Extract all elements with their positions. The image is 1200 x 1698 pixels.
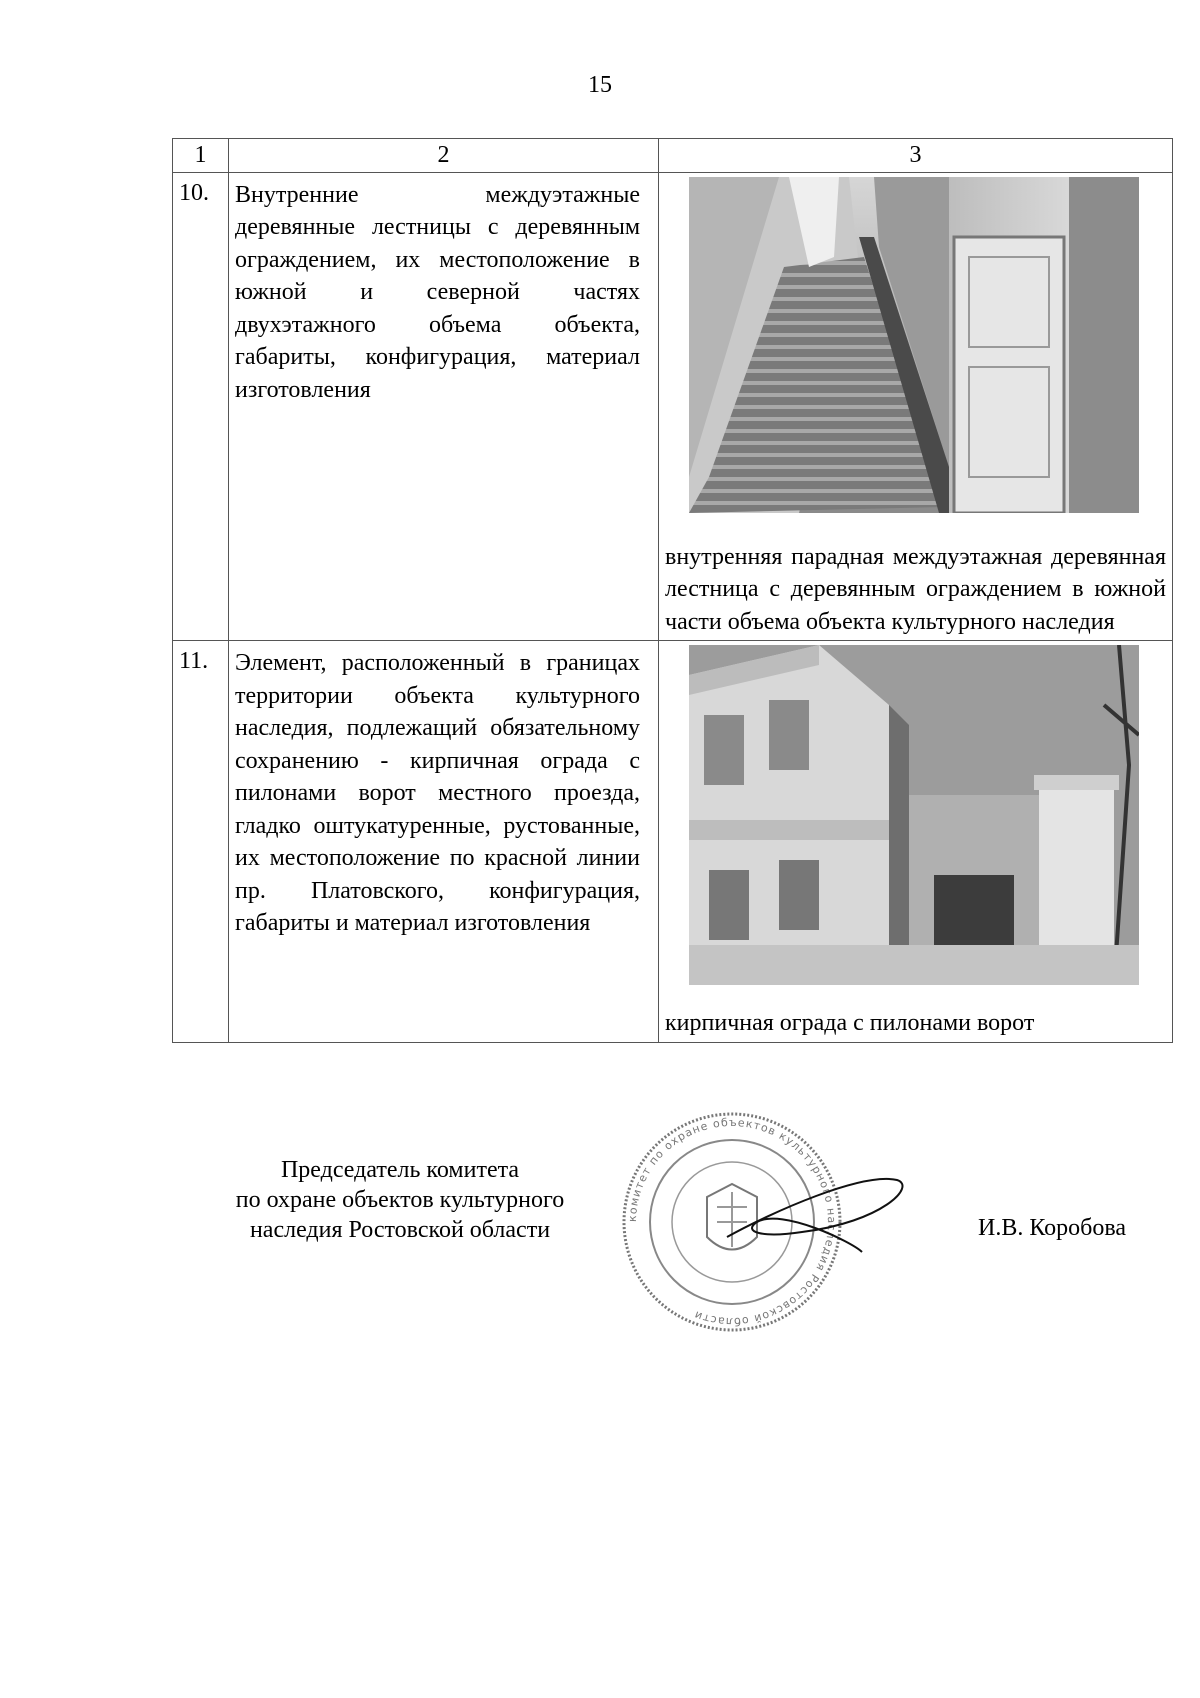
position-line: Председатель комитета <box>280 1157 520 1183</box>
seal-text: комитет по охране объектов культурного наследия Ростовской области <box>625 1115 839 1329</box>
brick-fence-photo <box>689 645 1139 985</box>
table-header-row <box>173 139 1173 173</box>
column-header-3: 3 <box>659 139 1173 173</box>
table-row <box>173 172 1173 641</box>
photo-cell <box>659 641 1173 1043</box>
table-row <box>173 641 1173 1043</box>
row-description: Элемент, расположенный в границах территории объекта культурного наследия, подлежащий обязательному сохранению - кирпичная ограда с пилонами ворот местного проезда, гладко оштукатуренные, рустованные, их местоположение по красной линии пр. Платовского, конфигурация, габариты и материал изготовления <box>229 641 659 1043</box>
position-line: по охране объектов культурного <box>235 1187 565 1213</box>
column-header-1: 1 <box>173 139 229 173</box>
photo-caption: внутренняя парадная междуэтажная деревянная лестница с деревянным ограждением в южной части объема объекта культурного наследия <box>665 543 1166 635</box>
row-number: 10. <box>173 172 229 641</box>
position-line: наследия Ростовской области <box>249 1217 551 1243</box>
photo-caption: кирпичная ограда с пилонами ворот <box>665 1010 1035 1036</box>
seal-icon <box>624 1114 840 1330</box>
row-description: Внутренние междуэтажные деревянные лестницы с деревянным ограждением, их местоположение в южной и северной частях двухэтажного объема объекта, габариты, конфигурация, материал изготовления <box>229 172 659 641</box>
page-number: 15 <box>588 72 612 98</box>
row-number: 11. <box>173 641 229 1043</box>
column-header-2: 2 <box>229 139 659 173</box>
heritage-elements-table <box>172 138 1173 1043</box>
photo-cell <box>659 172 1173 641</box>
staircase-photo <box>689 177 1139 513</box>
signatory-name: И.В. Коробова <box>978 1215 1127 1241</box>
official-seal-with-signature <box>622 1112 942 1342</box>
signatory-position <box>180 1155 620 1245</box>
